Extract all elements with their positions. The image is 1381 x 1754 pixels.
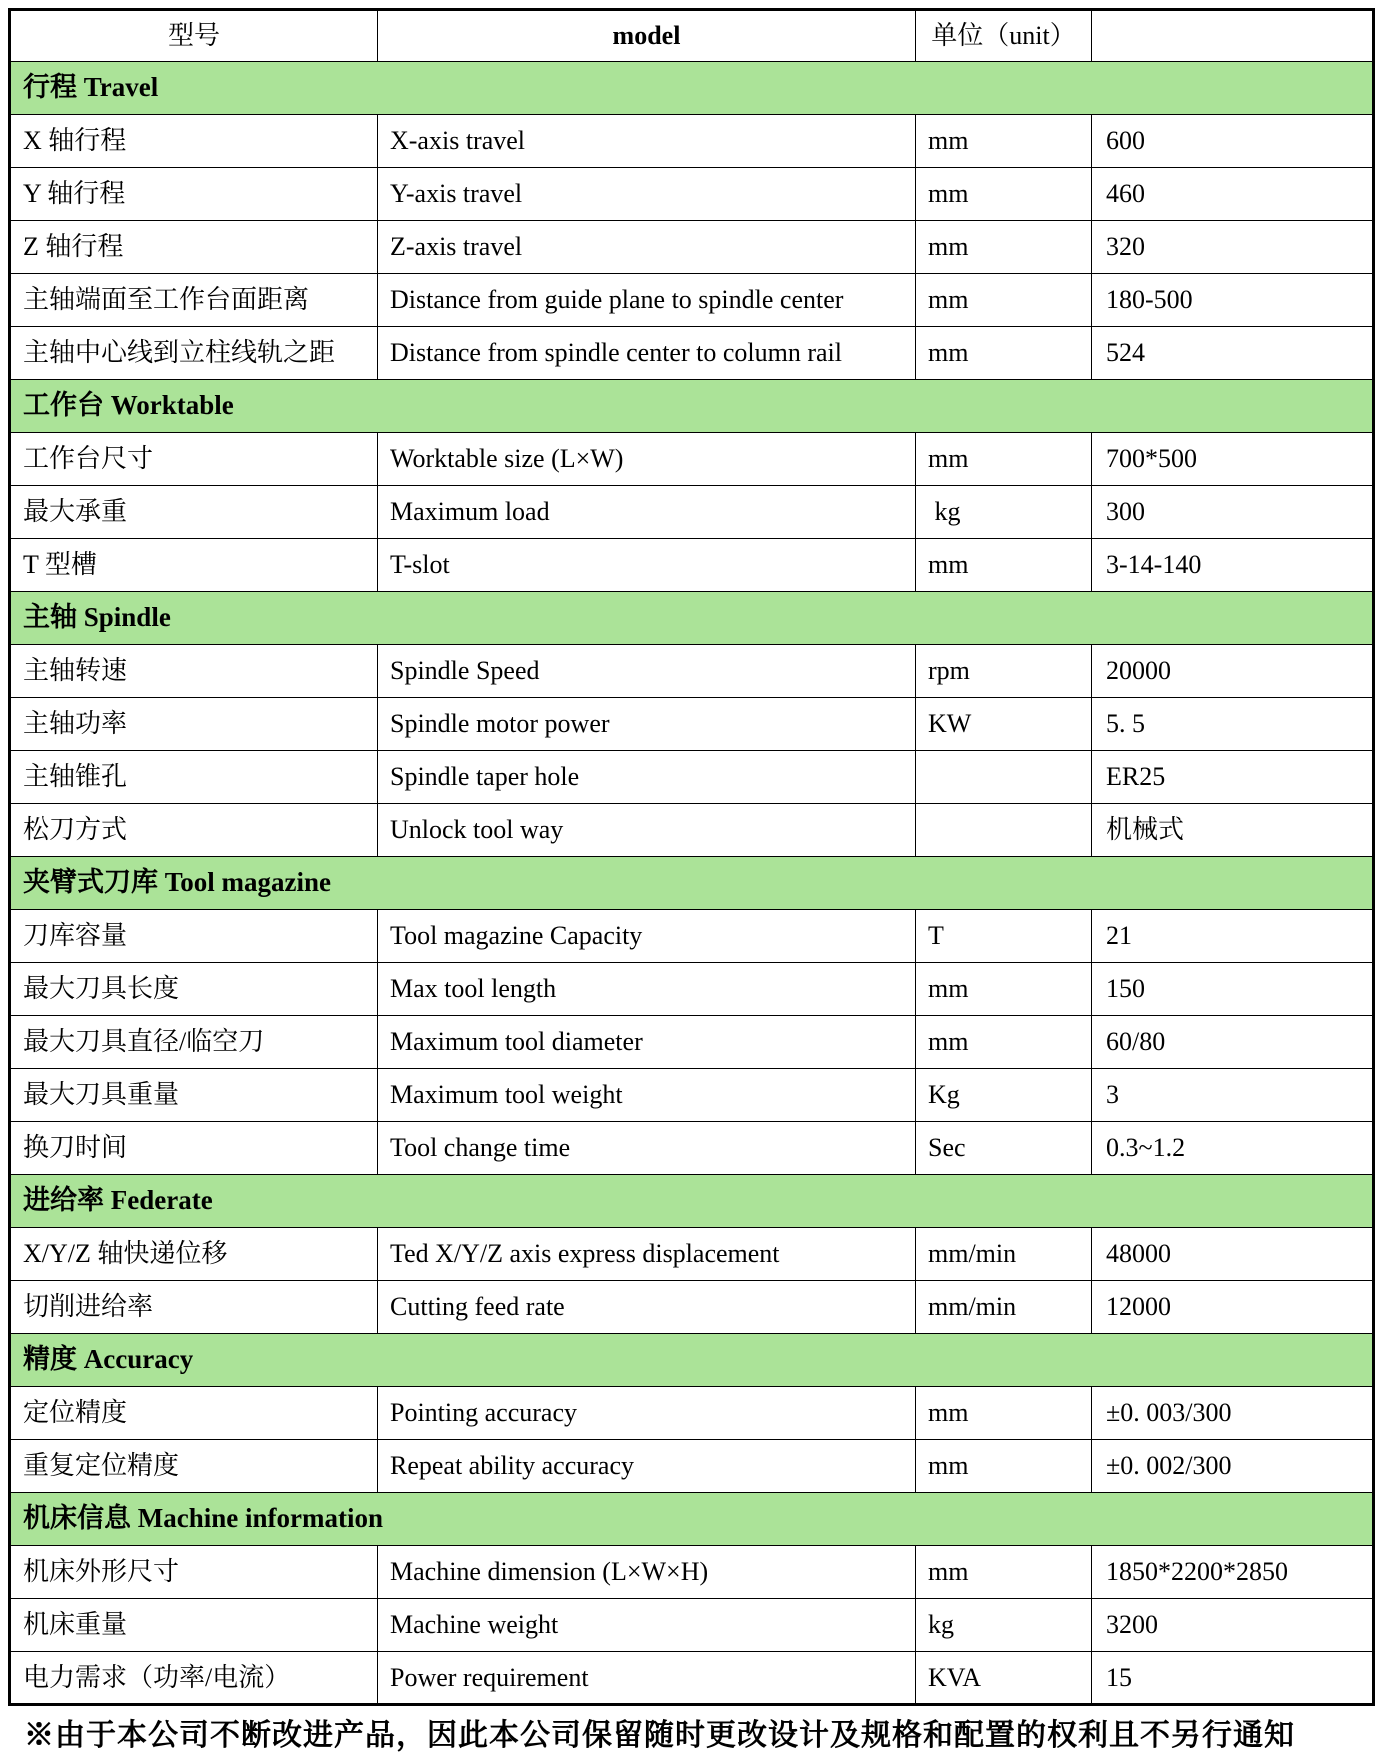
- spec-unit: T: [916, 910, 1092, 963]
- table-row: [10, 1440, 1374, 1493]
- section-header: 工作台 Worktable: [10, 380, 1374, 433]
- table-row: [10, 698, 1374, 751]
- spec-unit: mm: [916, 115, 1092, 168]
- spec-name-en: Maximum tool weight: [378, 1069, 916, 1122]
- spec-name-cn: T 型槽: [10, 539, 378, 592]
- spec-name-cn: 工作台尺寸: [10, 433, 378, 486]
- spec-name-en: Y-axis travel: [378, 168, 916, 221]
- spec-name-en: Tool magazine Capacity: [378, 910, 916, 963]
- spec-name-en: Repeat ability accuracy: [378, 1440, 916, 1493]
- spec-unit: mm: [916, 327, 1092, 380]
- spec-unit: mm: [916, 963, 1092, 1016]
- section-row: [10, 592, 1374, 645]
- table-row: [10, 539, 1374, 592]
- spec-value: ±0. 003/300: [1092, 1387, 1374, 1440]
- table-row: [10, 910, 1374, 963]
- spec-name-cn: 刀库容量: [10, 910, 378, 963]
- spec-name-en: Distance from guide plane to spindle center: [378, 274, 916, 327]
- section-row: [10, 1493, 1374, 1546]
- spec-name-cn: 主轴转速: [10, 645, 378, 698]
- spec-value: 320: [1092, 221, 1374, 274]
- section-row: [10, 1334, 1374, 1387]
- spec-value: ER25: [1092, 751, 1374, 804]
- spec-name-en: Unlock tool way: [378, 804, 916, 857]
- spec-name-en: Spindle Speed: [378, 645, 916, 698]
- spec-unit: rpm: [916, 645, 1092, 698]
- section-header: 机床信息 Machine information: [10, 1493, 1374, 1546]
- spec-value: 700*500: [1092, 433, 1374, 486]
- table-row: [10, 1599, 1374, 1652]
- table-row: [10, 1281, 1374, 1334]
- spec-value: 3: [1092, 1069, 1374, 1122]
- spec-value: 180-500: [1092, 274, 1374, 327]
- spec-name-en: X-axis travel: [378, 115, 916, 168]
- spec-name-cn: 机床外形尺寸: [10, 1546, 378, 1599]
- spec-unit: mm: [916, 1016, 1092, 1069]
- table-row: [10, 221, 1374, 274]
- section-header: 进给率 Federate: [10, 1175, 1374, 1228]
- spec-name-cn: 松刀方式: [10, 804, 378, 857]
- spec-unit: mm: [916, 274, 1092, 327]
- spec-unit: mm/min: [916, 1281, 1092, 1334]
- spec-value: 300: [1092, 486, 1374, 539]
- table-row: [10, 1069, 1374, 1122]
- table-row: [10, 327, 1374, 380]
- spec-unit: [916, 751, 1092, 804]
- table-row: [10, 645, 1374, 698]
- spec-name-cn: 机床重量: [10, 1599, 378, 1652]
- section-row: [10, 62, 1374, 115]
- header-model-en: model: [378, 10, 916, 62]
- spec-value: 48000: [1092, 1228, 1374, 1281]
- spec-name-en: Spindle motor power: [378, 698, 916, 751]
- spec-name-cn: 主轴端面至工作台面距离: [10, 274, 378, 327]
- section-header: 主轴 Spindle: [10, 592, 1374, 645]
- spec-unit: Kg: [916, 1069, 1092, 1122]
- header-value: [1092, 10, 1374, 62]
- section-row: [10, 1175, 1374, 1228]
- spec-unit: mm: [916, 1387, 1092, 1440]
- spec-value: 524: [1092, 327, 1374, 380]
- spec-name-cn: Y 轴行程: [10, 168, 378, 221]
- spec-name-cn: 主轴中心线到立柱线轨之距: [10, 327, 378, 380]
- spec-name-en: Distance from spindle center to column rail: [378, 327, 916, 380]
- section-header: 行程 Travel: [10, 62, 1374, 115]
- spec-value: 12000: [1092, 1281, 1374, 1334]
- spec-value: ±0. 002/300: [1092, 1440, 1374, 1493]
- spec-name-en: Machine dimension (L×W×H): [378, 1546, 916, 1599]
- section-header: 精度 Accuracy: [10, 1334, 1374, 1387]
- spec-value: 1850*2200*2850: [1092, 1546, 1374, 1599]
- spec-name-en: Machine weight: [378, 1599, 916, 1652]
- spec-name-cn: 换刀时间: [10, 1122, 378, 1175]
- table-row: [10, 1652, 1374, 1705]
- spec-name-cn: 切削进给率: [10, 1281, 378, 1334]
- table-row: [10, 1016, 1374, 1069]
- spec-value: 600: [1092, 115, 1374, 168]
- spec-name-en: Power requirement: [378, 1652, 916, 1705]
- spec-name-en: T-slot: [378, 539, 916, 592]
- spec-value: 3200: [1092, 1599, 1374, 1652]
- spec-value: 0.3~1.2: [1092, 1122, 1374, 1175]
- table-row: [10, 433, 1374, 486]
- machine-spec-table: [8, 8, 1375, 1706]
- spec-unit: Sec: [916, 1122, 1092, 1175]
- spec-name-en: Spindle taper hole: [378, 751, 916, 804]
- section-row: [10, 857, 1374, 910]
- spec-unit: [916, 804, 1092, 857]
- spec-unit: kg: [916, 1599, 1092, 1652]
- table-row: [10, 168, 1374, 221]
- spec-unit: mm/min: [916, 1228, 1092, 1281]
- spec-unit: KW: [916, 698, 1092, 751]
- spec-name-en: Tool change time: [378, 1122, 916, 1175]
- spec-name-en: Max tool length: [378, 963, 916, 1016]
- spec-value: 3-14-140: [1092, 539, 1374, 592]
- header-unit: 单位（unit）: [916, 10, 1092, 62]
- spec-name-en: Pointing accuracy: [378, 1387, 916, 1440]
- spec-value: 460: [1092, 168, 1374, 221]
- table-row: [10, 486, 1374, 539]
- section-header: 夹臂式刀库 Tool magazine: [10, 857, 1374, 910]
- section-row: [10, 380, 1374, 433]
- spec-unit: mm: [916, 168, 1092, 221]
- spec-unit: kg: [916, 486, 1092, 539]
- table-row: [10, 1387, 1374, 1440]
- table-row: [10, 963, 1374, 1016]
- spec-value: 21: [1092, 910, 1374, 963]
- table-row: [10, 1546, 1374, 1599]
- spec-sheet-page: [0, 8, 1381, 1752]
- spec-name-cn: 重复定位精度: [10, 1440, 378, 1493]
- spec-name-cn: 最大刀具直径/临空刀: [10, 1016, 378, 1069]
- spec-name-cn: 最大承重: [10, 486, 378, 539]
- table-row: [10, 1122, 1374, 1175]
- spec-name-en: Worktable size (L×W): [378, 433, 916, 486]
- table-row: [10, 751, 1374, 804]
- spec-name-en: Z-axis travel: [378, 221, 916, 274]
- spec-unit: mm: [916, 433, 1092, 486]
- disclaimer-note: ※由于本公司不断改进产品，因此本公司保留随时更改设计及规格和配置的权利且不另行通知: [24, 1719, 1295, 1752]
- spec-name-cn: Z 轴行程: [10, 221, 378, 274]
- spec-value: 20000: [1092, 645, 1374, 698]
- table-header-row: [10, 10, 1374, 62]
- spec-unit: KVA: [916, 1652, 1092, 1705]
- spec-name-cn: 最大刀具重量: [10, 1069, 378, 1122]
- spec-name-cn: 主轴锥孔: [10, 751, 378, 804]
- table-row: [10, 804, 1374, 857]
- spec-name-en: Ted X/Y/Z axis express displacement: [378, 1228, 916, 1281]
- spec-name-cn: 最大刀具长度: [10, 963, 378, 1016]
- spec-value: 150: [1092, 963, 1374, 1016]
- table-row: [10, 274, 1374, 327]
- table-row: [10, 1228, 1374, 1281]
- spec-unit: mm: [916, 1546, 1092, 1599]
- spec-unit: mm: [916, 1440, 1092, 1493]
- table-row: [10, 115, 1374, 168]
- header-model-cn: 型号: [10, 10, 378, 62]
- spec-name-cn: X/Y/Z 轴快递位移: [10, 1228, 378, 1281]
- spec-value: 机械式: [1092, 804, 1374, 857]
- spec-name-cn: 定位精度: [10, 1387, 378, 1440]
- spec-name-en: Maximum load: [378, 486, 916, 539]
- spec-unit: mm: [916, 221, 1092, 274]
- spec-name-cn: X 轴行程: [10, 115, 378, 168]
- spec-value: 60/80: [1092, 1016, 1374, 1069]
- spec-name-en: Cutting feed rate: [378, 1281, 916, 1334]
- spec-unit: mm: [916, 539, 1092, 592]
- spec-name-cn: 电力需求（功率/电流）: [10, 1652, 378, 1705]
- spec-value: 5. 5: [1092, 698, 1374, 751]
- spec-value: 15: [1092, 1652, 1374, 1705]
- spec-name-cn: 主轴功率: [10, 698, 378, 751]
- spec-name-en: Maximum tool diameter: [378, 1016, 916, 1069]
